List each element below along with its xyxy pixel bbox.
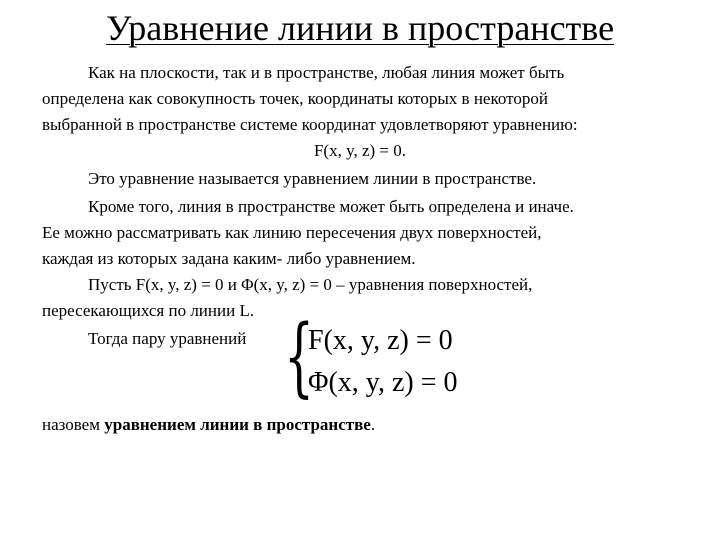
equation-line: F(x, y, z) = 0. xyxy=(313,141,407,160)
equation-system xyxy=(284,307,484,407)
text-line: определена как совокупность точек, координаты которых в некоторой xyxy=(42,89,548,108)
text-line: Пусть F(x, y, z) = 0 и Φ(x, y, z) = 0 – уравнения поверхностей, xyxy=(88,275,533,294)
text-line: Кроме того, линия в пространстве может быть определена и иначе. xyxy=(88,197,574,216)
system-equation-1: F(x, y, z) = 0 xyxy=(308,325,453,356)
text-line: выбранной в пространстве системе координат удовлетворяют уравнению: xyxy=(42,115,578,134)
system-equation-2: Φ(x, y, z) = 0 xyxy=(308,367,458,398)
text-line: пересекающихся по линии L. xyxy=(42,301,255,320)
text-line: Тогда пару уравнений xyxy=(88,329,247,348)
text-line: Как на плоскости, так и в пространстве, любая линия может быть xyxy=(88,63,565,82)
slide-title: Уравнение линии в пространстве xyxy=(105,8,615,48)
brace-icon: { xyxy=(284,307,315,407)
final-prefix: назовем xyxy=(42,415,105,434)
text-line: каждая из которых задана каким- либо уравнением. xyxy=(42,249,416,268)
text-line: Ее можно рассматривать как линию пересечения двух поверхностей, xyxy=(42,223,542,242)
final-suffix: . xyxy=(370,415,376,434)
final-bold-term: уравнением линии в пространстве xyxy=(104,415,371,434)
final-sentence xyxy=(42,414,375,436)
text-line: Это уравнение называется уравнением линии в пространстве. xyxy=(88,169,537,188)
